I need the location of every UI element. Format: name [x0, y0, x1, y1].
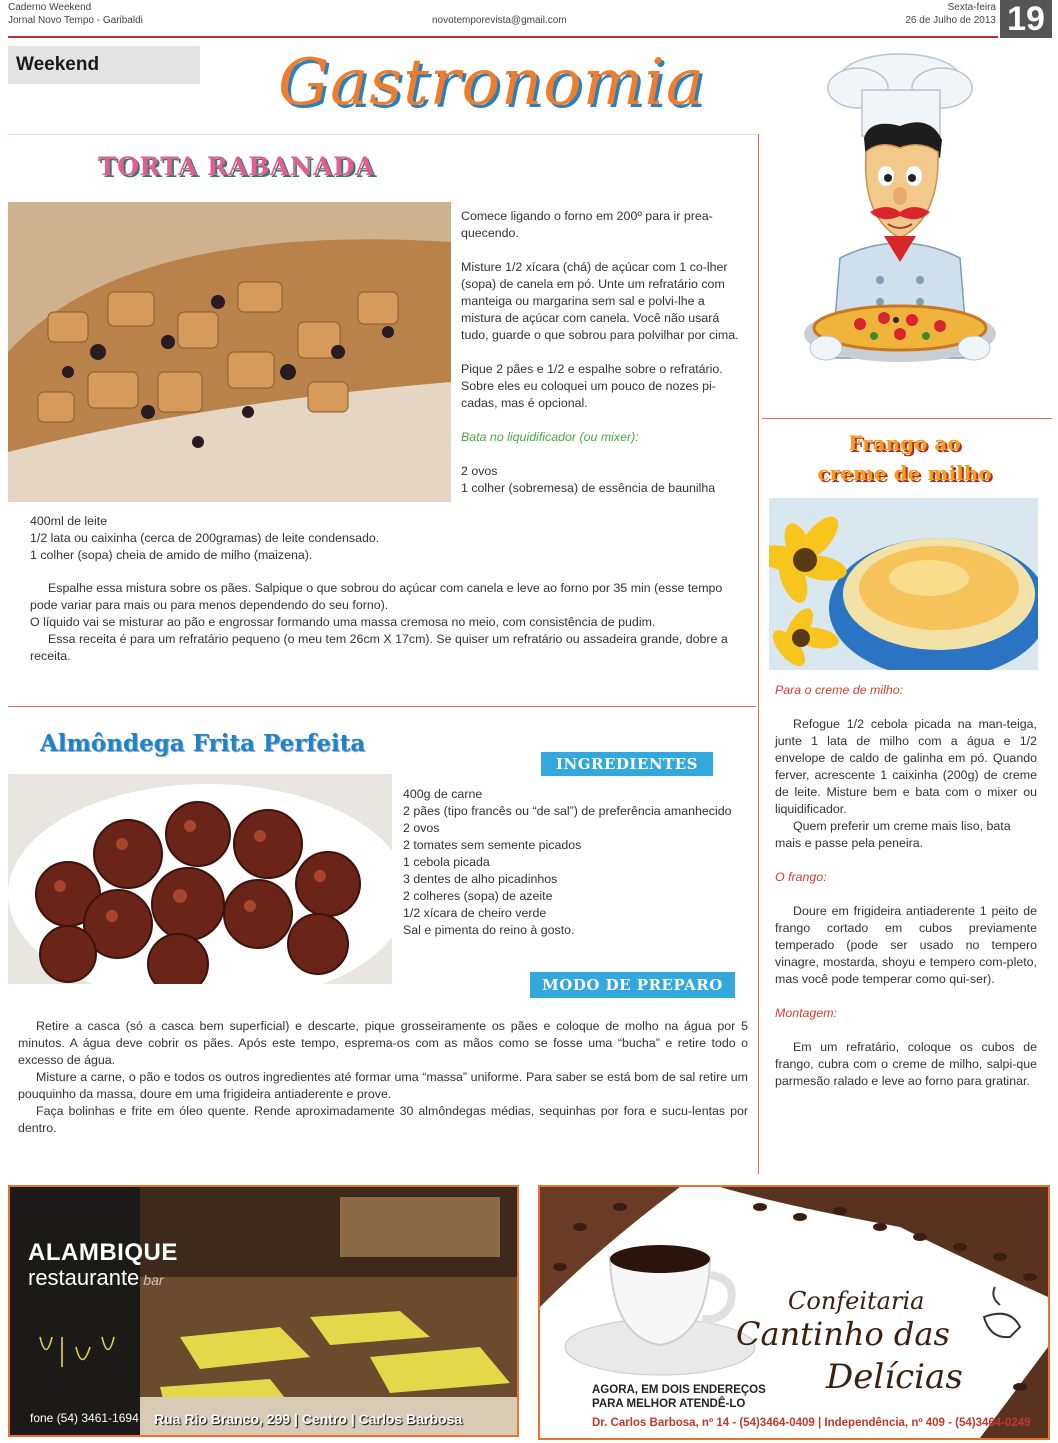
- almondega-ingredient: 2 pães (tipo francês ou “de sal”) de preferência amanhecido: [403, 804, 732, 818]
- rabanada-ingredient: 400ml de leite: [30, 514, 108, 528]
- creme-label: Para o creme de milho:: [775, 683, 904, 697]
- ad-alambique[interactable]: [8, 1185, 519, 1437]
- creme-text: Refogue 1/2 cebola picada na man-teiga, junte 1 lata de milho com a água e 1/2 envelope de caldo de galinha em pó. Quando ferver, acrescente 1 caixinha (200g) de creme de leite. Misture bem e bata com o mixer ou liquidificador.: [775, 717, 1037, 816]
- almondega-photo: [8, 774, 392, 984]
- confeitaria-addresses: Dr. Carlos Barbosa, nº 14 - (54)3464-0409 | Independência, nº 409 - (54)3464-0249: [592, 1417, 1031, 1429]
- header-paper: Jornal Novo Tempo - Garibaldi: [8, 15, 143, 26]
- almondega-title: Almôndega Frita Perfeita: [40, 730, 366, 757]
- rabanada-ingredient: 1/2 lata ou caixinha (cerca de 200gramas) de leite condensado.: [30, 531, 380, 545]
- almondega-ingredient: 2 tomates sem semente picados: [403, 838, 582, 852]
- almondega-ingredient: 1/2 xícara de cheiro verde: [403, 906, 547, 920]
- chef-illustration: [800, 48, 1000, 388]
- montagem-text: Em um refratário, coloque os cubos de frango, cubra com o creme de milho, salpi-que parmesão ralado e leve ao forno para gratinar.: [775, 1040, 1037, 1088]
- page-title: Gastronomia: [278, 46, 706, 120]
- alambique-subtitle: [28, 1265, 164, 1291]
- header-weekday: Sexta-feira: [947, 2, 996, 13]
- confeitaria-line2: Cantinho das: [736, 1315, 950, 1353]
- rabanada-step-6: Essa receita é para um refratário pequeno (o meu tem 26cm X 17cm). Se quiser um refratário ou assadeira grande, dobre a receita.: [30, 632, 728, 663]
- rabanada-ingredient: 1 colher (sopa) cheia de amido de milho (maizena).: [30, 548, 313, 562]
- almondega-step-3: Faça bolinhas e frite em óleo quente. Rende aproximadamente 30 almôndegas médias, sequinhas por fora e sucu-lentas por dentro.: [18, 1104, 748, 1135]
- creme-text-2: Quem preferir um creme mais liso, bata mais e passe pela peneira.: [775, 819, 1011, 850]
- header-section: Caderno Weekend: [8, 2, 92, 13]
- rabanada-step-2: Misture 1/2 xícara (chá) de açúcar com 1 co-lher (sopa) de canela em pó. Unte um refratário com manteiga ou margarina sem sal e polvi-lhe a mistura de açúcar com canela. Você não usará tudo, guarde o que sobrou para polvilhar por cima.: [461, 260, 739, 342]
- almondega-method: [18, 1018, 748, 1137]
- alambique-subtitle-suffix: bar: [143, 1272, 164, 1288]
- frango-recipe: [775, 682, 1037, 1090]
- almondega-ingredient: 3 dentes de alho picadinhos: [403, 872, 558, 886]
- confeitaria-slogan-1: AGORA, EM DOIS ENDEREÇOS: [592, 1384, 766, 1396]
- almondega-ingredient: 400g de carne: [403, 787, 483, 801]
- header-email[interactable]: novotemporevista@gmail.com: [432, 15, 567, 26]
- rabanada-steps: [461, 208, 748, 497]
- montagem-label: Montagem:: [775, 1006, 837, 1020]
- section-divider: [8, 706, 756, 707]
- confeitaria-slogan: [592, 1383, 766, 1411]
- almondega-ingredient: Sal e pimenta do reino à gosto.: [403, 923, 575, 937]
- header-rule: [8, 36, 998, 38]
- weekend-tab: Weekend: [8, 46, 200, 84]
- alambique-address: Rua Rio Branco, 299 | Centro | Carlos Barbosa: [154, 1411, 463, 1427]
- rabanada-step-3: Pique 2 pães e 1/2 e espalhe sobre o refratário. Sobre eles eu coloquei um pouco de nozes pi-cadas, mas é opcional.: [461, 362, 723, 410]
- rabanada-photo: [8, 202, 451, 502]
- almondega-ingredient: 2 colheres (sopa) de azeite: [403, 889, 553, 903]
- confeitaria-slogan-2: PARA MELHOR ATENDÊ-LO: [592, 1398, 746, 1410]
- frango-photo: [769, 498, 1038, 670]
- rabanada-ingredients-cont: [30, 513, 750, 564]
- alambique-phone: fone (54) 3461-1694: [30, 1411, 139, 1425]
- alambique-subtitle-main: restaurante: [28, 1265, 140, 1290]
- header-date: 26 de Julho de 2013: [905, 15, 996, 26]
- almondega-step-2: Misture a carne, o pão e todos os outros ingredientes até formar uma “massa” uniforme. Para saber se está bom de sal retire um pouquinho da massa, doure em uma frigideira antiaderente e prove.: [18, 1070, 748, 1101]
- almondega-ingredient: 1 cebola picada: [403, 855, 490, 869]
- ingredients-heading: INGREDIENTES: [541, 752, 713, 776]
- frango-label: O frango:: [775, 870, 827, 884]
- almondega-ingredients: [403, 786, 733, 939]
- rabanada-ingredient: 2 ovos: [461, 464, 498, 478]
- frango-title-line1: Frango ao: [848, 431, 961, 455]
- rabanada-title: TORTA RABANADA: [98, 152, 376, 181]
- frango-title: [772, 428, 1037, 488]
- frango-text: Doure em frigideira antiaderente 1 peito de frango cortado em cubos previamente temperado (pode ser usado no tempero vinagre, mostarda, shoyu e tempero com-pleto, mas você pode temperar como qui-ser).: [775, 904, 1037, 986]
- column-divider: [758, 134, 759, 1174]
- frango-title-line2: creme de milho: [817, 461, 992, 485]
- confeitaria-line1: Confeitaria: [788, 1287, 925, 1315]
- rabanada-method: [30, 580, 748, 665]
- ad-confeitaria[interactable]: [538, 1185, 1050, 1440]
- rabanada-ingredient: 1 colher (sobremesa) de essência de baunilha: [461, 481, 716, 495]
- right-divider-top: [762, 418, 1052, 419]
- rabanada-step-5: O líquido vai se misturar ao pão e engrossar formando uma massa cremosa no meio, com consistência de pudim.: [30, 615, 656, 629]
- page-number: 19: [1000, 0, 1052, 38]
- rabanada-step-1: Comece ligando o forno em 200º para ir prea-quecendo.: [461, 209, 713, 240]
- almondega-step-1: Retire a casca (só a casca bem superficial) e descarte, pique grosseiramente os pães e coloque de molho na água por 5 minutos. A água deve cobrir os pães. Após este tempo, esprema-os com as mãos como se fosse uma “bucha” e retire todo o excesso de água.: [18, 1019, 748, 1067]
- title-divider: [8, 134, 756, 135]
- confeitaria-line3: Delícias: [826, 1357, 963, 1397]
- rabanada-step-4: Espalhe essa mistura sobre os pães. Salpique o que sobrou do açúcar com canela e leve ao forno por 35 min (esse tempo pode variar para mais ou para menos dependendo do seu forno).: [30, 581, 723, 612]
- method-heading: MODO DE PREPARO: [530, 972, 735, 998]
- rabanada-blender-label: Bata no liquidificador (ou mixer):: [461, 430, 639, 444]
- alambique-brand: ALAMBIQUE: [28, 1239, 178, 1266]
- almondega-ingredient: 2 ovos: [403, 821, 440, 835]
